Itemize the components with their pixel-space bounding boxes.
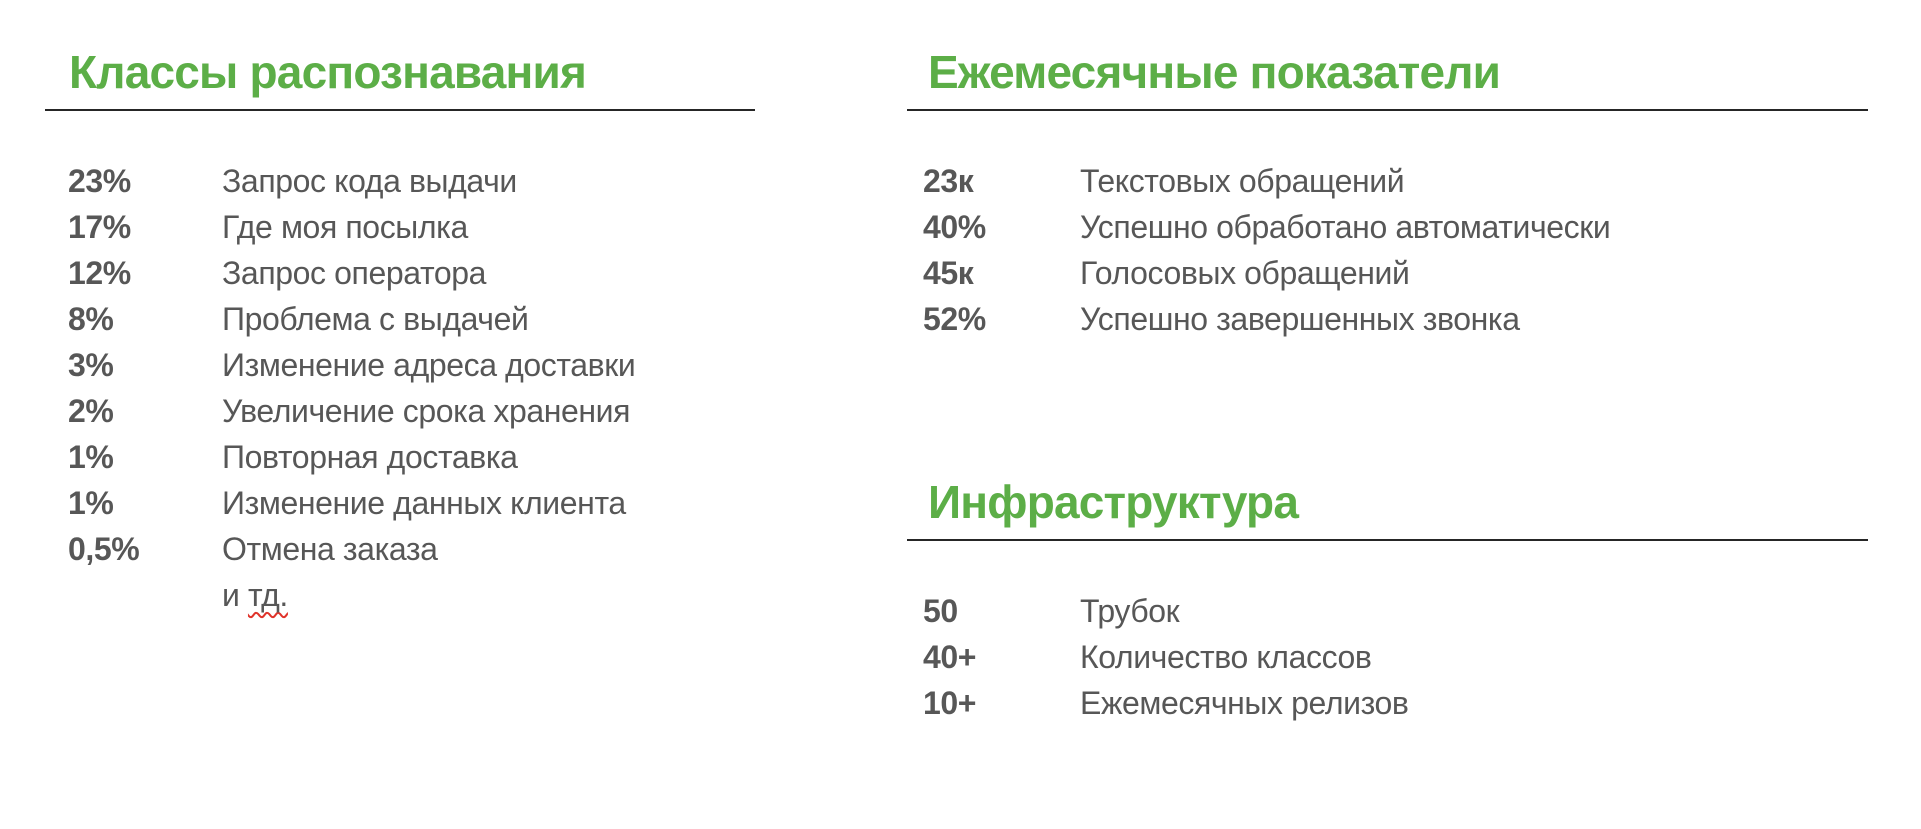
stat-label: Запрос оператора [222,254,487,291]
stat-value: 23% [68,162,131,199]
monthly-metrics-list [907,158,1868,342]
section-monthly-metrics [907,44,1868,342]
stat-label: Успешно обработано автоматически [1080,208,1611,245]
stat-value: 8% [68,300,114,337]
stat-value: 2% [68,392,114,429]
stat-row [45,250,755,296]
stat-label: Отмена заказа [222,530,438,567]
stat-row [907,204,1868,250]
stat-label: Трубок [1080,592,1180,629]
stat-label: Где моя посылка [222,208,468,245]
section-underline [907,539,1868,541]
section-title-infrastructure: Инфраструктура [928,476,1299,528]
stat-row [45,480,755,526]
stat-row [907,250,1868,296]
stat-row [45,296,755,342]
stat-label: и тд. [222,576,288,613]
stat-value: 23к [923,162,974,199]
stat-label: Увеличение срока хранения [222,392,631,429]
stat-value: 52% [923,300,986,337]
stat-label: Изменение адреса доставки [222,346,636,383]
section-title-recognition-classes: Классы распознавания [69,46,587,98]
stat-row [45,204,755,250]
stat-value: 12% [68,254,131,291]
stat-value: 0,5% [68,530,140,567]
section-underline [907,109,1868,111]
stat-label: Проблема с выдачей [222,300,529,337]
recognition-classes-list [45,158,755,618]
section-title-monthly-metrics: Ежемесячные показатели [928,46,1501,98]
stat-row [907,680,1868,726]
stat-value: 50 [923,592,958,629]
stat-row [45,526,755,572]
stat-row [907,588,1868,634]
stat-value: 10+ [923,684,977,721]
stat-label: Изменение данных клиента [222,484,626,521]
stat-value: 1% [68,484,114,521]
stat-row [907,634,1868,680]
stat-value: 1% [68,438,114,475]
stat-value: 40% [923,208,986,245]
stat-label: Количество классов [1080,638,1372,675]
stat-row [907,158,1868,204]
stat-label: Голосовых обращений [1080,254,1410,291]
stat-row [45,434,755,480]
stat-row [45,388,755,434]
stat-label: Текстовых обращений [1080,162,1405,199]
infrastructure-list [907,588,1868,726]
stat-value: 45к [923,254,974,291]
misspelled-word: тд. [247,576,288,613]
stat-row [45,572,755,618]
stat-row [45,158,755,204]
stat-row [907,296,1868,342]
stat-value: 40+ [923,638,977,675]
section-underline [45,109,755,111]
stat-label: Ежемесячных релизов [1080,684,1409,721]
stat-label: Запрос кода выдачи [222,162,517,199]
stat-value: 17% [68,208,131,245]
stat-row [45,342,755,388]
stat-label: Успешно завершенных звонка [1080,300,1520,337]
stat-value: 3% [68,346,114,383]
section-recognition-classes [45,44,755,618]
stat-label: Повторная доставка [222,438,518,475]
section-infrastructure [907,474,1868,726]
